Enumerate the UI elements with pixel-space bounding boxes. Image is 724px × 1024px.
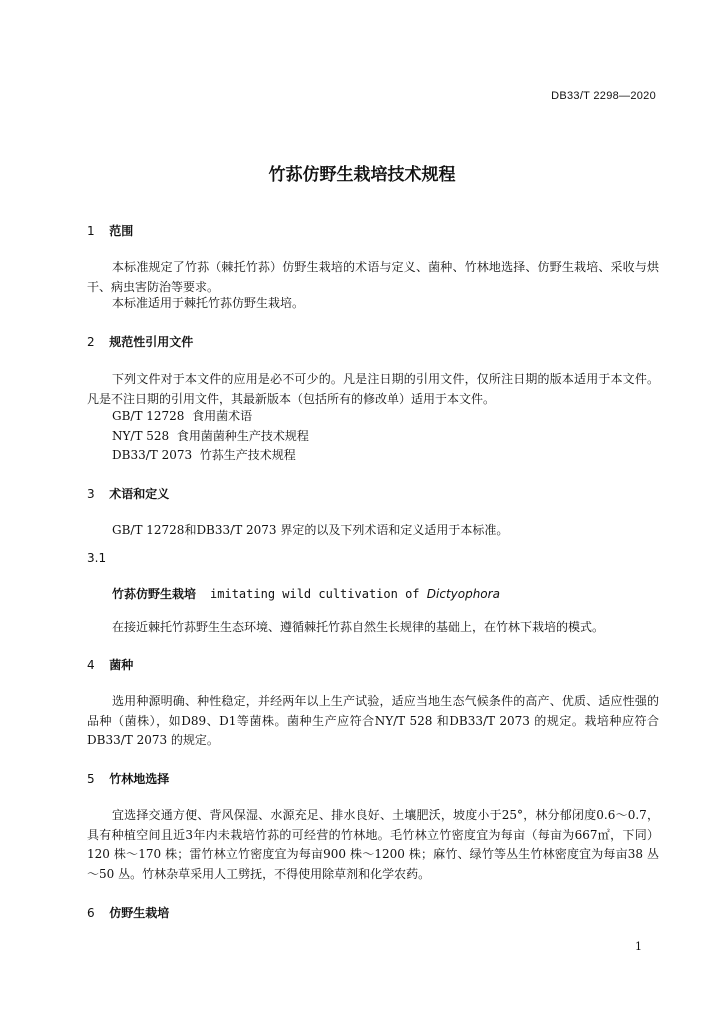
reference-name: 食用菌术语	[192, 409, 253, 423]
section-number: 4	[87, 658, 95, 672]
paragraph: 下列文件对于本文件的应用是必不可少的。凡是注日期的引用文件，仅所注日期的版本适用于本文件。凡是不注日期的引用文件，其最新版本（包括所有的修改单）适用于本文件。	[87, 372, 659, 406]
section-heading-strain	[87, 656, 133, 673]
term-chinese: 竹荪仿野生栽培	[112, 587, 197, 601]
section-heading-references	[87, 333, 193, 350]
section-number: 2	[87, 335, 95, 349]
section-title: 竹林地选择	[109, 772, 170, 786]
reference-item	[112, 407, 252, 424]
reference-code: NY/T 528	[112, 429, 170, 443]
reference-code: DB33/T 2073	[112, 448, 193, 462]
reference-item	[112, 446, 296, 463]
reference-code: GB/T 12728	[112, 409, 185, 423]
section-title: 仿野生栽培	[109, 906, 170, 920]
section-heading-scope	[87, 222, 133, 239]
reference-name: 食用菌菌种生产技术规程	[176, 429, 309, 443]
term-english	[210, 587, 500, 601]
section-number: 6	[87, 906, 95, 920]
section-number: 1	[87, 224, 95, 238]
paragraph: 本标准适用于棘托竹荪仿野生栽培。	[112, 296, 305, 310]
subsection-number-text: 3.1	[87, 551, 107, 565]
section-title: 规范性引用文件	[109, 335, 194, 349]
section-heading-site	[87, 770, 169, 787]
reference-name: 竹荪生产技术规程	[199, 448, 296, 462]
paragraph: 宜选择交通方便、背风保湿、水源充足、排水良好、土壤肥沃，坡度小于25°，林分郁闭度0.6～0.7，具有种植空间且近3年内未栽培竹荪的可经营的竹林地。毛竹林立竹密度宜为每亩（每亩为667㎡，下同）120 株～170 株；雷竹林立竹密度宜为每亩900 株～1200 株；麻竹、绿竹等丛生竹林密度宜为每亩38 丛～50 丛。竹林杂草采用人工劈抚，不得使用除草剂和化学农药。	[87, 808, 659, 881]
section-title: 菌种	[109, 658, 134, 672]
page-number: 1	[635, 940, 642, 953]
section-number: 5	[87, 772, 95, 786]
standard-number: DB33/T 2298—2020	[551, 90, 656, 102]
section-number: 3	[87, 487, 95, 501]
section-title: 范围	[109, 224, 134, 238]
term-entry	[112, 585, 500, 602]
section-title: 术语和定义	[109, 487, 170, 501]
page-title: 竹荪仿野生栽培技术规程	[268, 165, 456, 185]
subsection-number	[87, 551, 106, 565]
paragraph: GB/T 12728和DB33/T 2073 界定的以及下列术语和定义适用于本标准。	[112, 523, 509, 537]
paragraph: 选用种源明确、种性稳定，并经两年以上生产试验，适应当地生态气候条件的高产、优质、适应性强的品种（菌株），如D89、D1等菌株。菌种生产应符合NY/T 528 和DB33/T 2073 的规定。栽培种应符合DB33/T 2073 的规定。	[87, 694, 659, 747]
term-definition: 在接近棘托竹荪野生生态环境、遵循棘托竹荪自然生长规律的基础上，在竹林下栽培的模式。	[112, 620, 605, 634]
term-english-italic: Dictyophora	[426, 587, 500, 601]
term-english-text: imitating wild cultivation of	[210, 587, 420, 601]
section-heading-terms	[87, 485, 169, 502]
reference-item	[112, 427, 309, 444]
paragraph: 本标准规定了竹荪（棘托竹荪）仿野生栽培的术语与定义、菌种、竹林地选择、仿野生栽培、采收与烘干、病虫害防治等要求。	[87, 260, 659, 294]
section-heading-cultivation	[87, 904, 169, 921]
